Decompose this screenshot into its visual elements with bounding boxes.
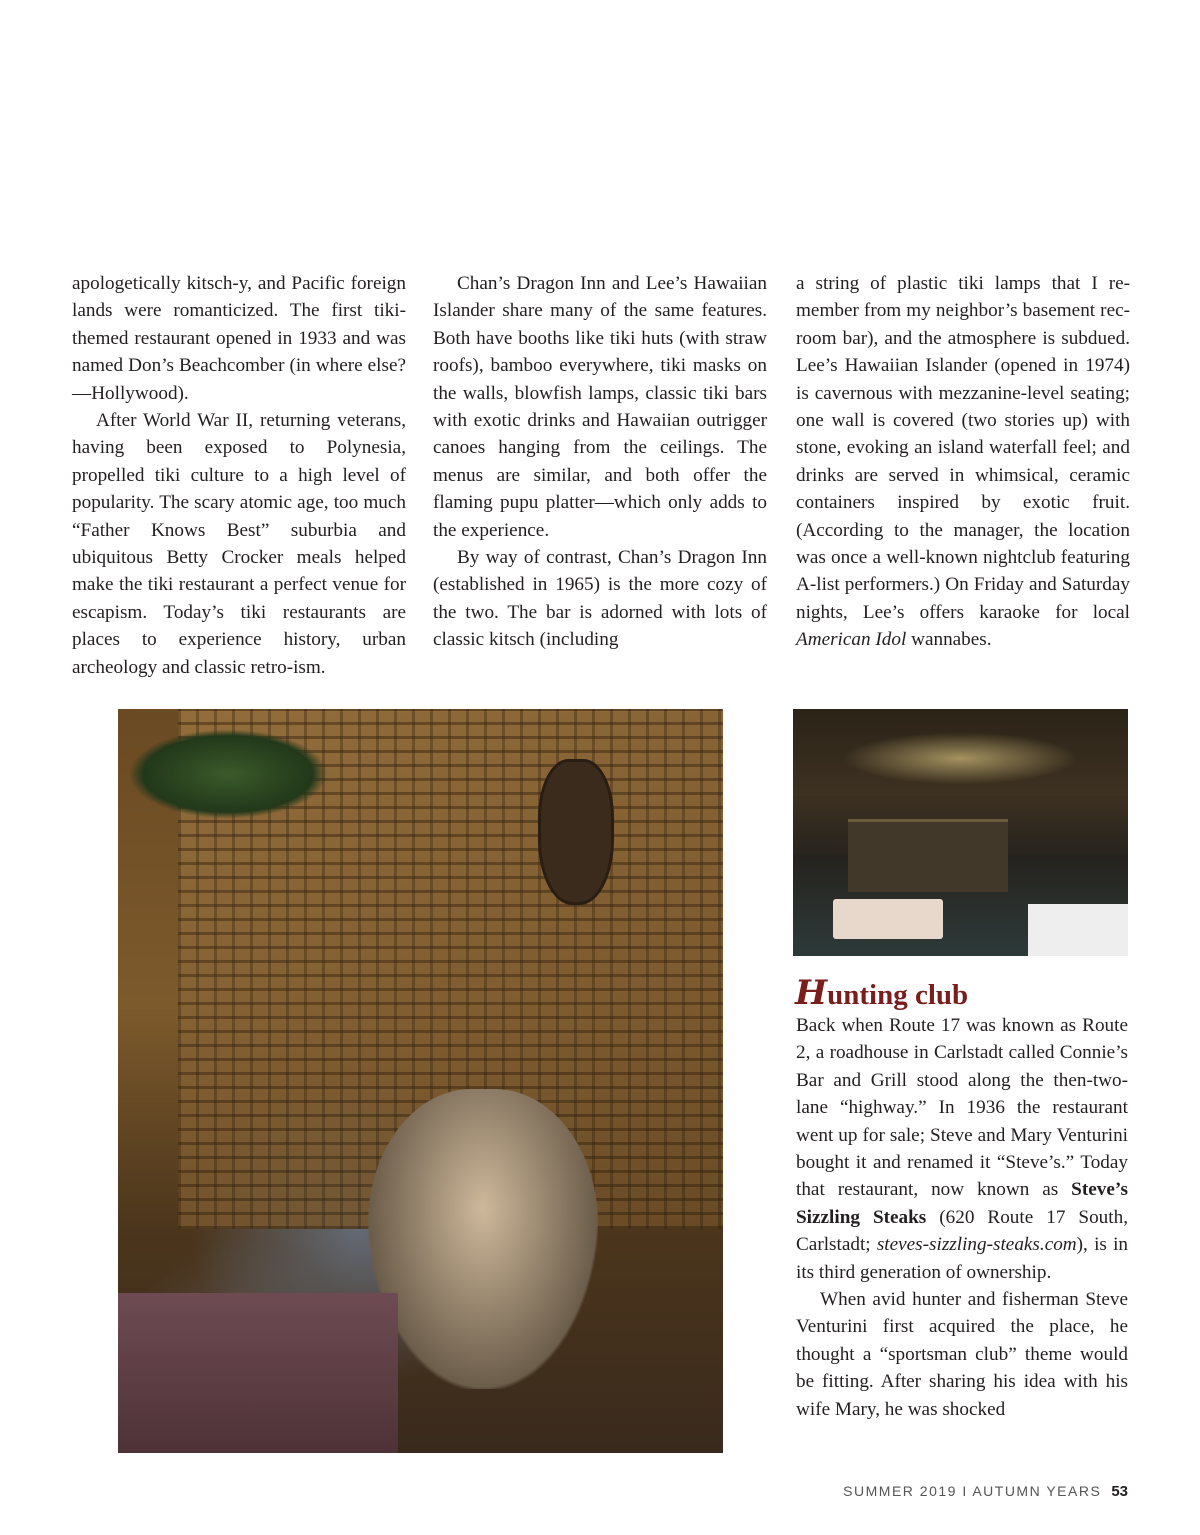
dining-table [833,899,943,939]
dining-table [1028,904,1128,956]
page-number: 53 [1111,1483,1128,1500]
restaurant-name: Steve’s Sizzling Steaks [796,1179,1128,1228]
tiki-mask [538,759,614,905]
issue-label: SUMMER 2019 I AUTUMN YEARS [843,1483,1102,1499]
paragraph-text: (620 Route 17 South, Carlstadt; [796,1206,1128,1256]
text-column-1 [72,270,406,681]
paragraph: After World War II, returning veterans, having been exposed to Polynesia, propelled tiki culture to a high level of popularity. The scary atomic age, too much “Father Knows Best” suburbia and ubiquitous Betty Crocker meals helped make the tiki restaurant a perfect venue for escapism. Today’s tiki restaurants are places to experience history, urban archeology and classic retro-ism. [72,410,406,678]
tiki-fountain-photo [118,709,723,1453]
paragraph: By way of contrast, Chan’s Dragon Inn (established in 1965) is the more cozy of the two. The bar is adorned with lots of classic kitsch (including [433,547,767,651]
page-footer [843,1483,1128,1500]
paragraph-text: ), is in its third generation of ownership. [796,1234,1128,1283]
paragraph: When avid hunter and fisherman Steve Venturini first acquired the place, he thought a “sportsman club” theme would be fitting. After sharing his idea with his wife Mary, he was shocked [796,1289,1128,1420]
palm-decoration [128,729,328,819]
paragraph: Chan’s Dragon Inn and Lee’s Hawaiian Islander share many of the same features. Both have booths like tiki huts (with straw roofs), bamboo everywhere, tiki masks on the walls, blowfish lamps, classic tiki bars with exotic drinks and Hawaiian outrigger canoes hanging from the ceilings. The menus are similar, and both offer the flaming pupu platter—which only adds to the experience. [433,273,767,541]
website: steves-sizzling-steaks.com [876,1234,1077,1256]
text-column-3 [796,270,1130,654]
carpet-floor [118,1293,398,1453]
section-heading [795,974,968,1014]
paragraph-text: a string of plastic tiki lamps that I remember from my neighbor’s basement rec-room bar), and the atmosphere is subdued. Lee’s Hawaiian Islander (opened in 1974) is cavernous with mezzanine-level seating; one wall is covered (two stories up) with stone, evoking an island waterfall feel; and drinks are served in whimsical, ceramic containers inspired by exotic fruit. (According to the manager, the location was once a well-known nightclub featuring A-list performers.) On Friday and Saturday nights, Lee’s offers karaoke for local [796,273,1130,623]
clamshell-fountain [368,1089,598,1389]
dining-booth [848,819,1008,892]
restaurant-interior-photo [793,709,1128,956]
text-column-2 [433,270,767,654]
heading-text: unting club [827,979,969,1011]
paragraph-text: Back when Route 17 was known as Route 2, a roadhouse in Carlstadt called Connie’s Bar and Grill stood along the then-two-lane “highway.” In 1936 the restaurant went up for sale; Steve and Mary Venturini bought it and renamed it “Steve’s.” Today that restaurant, now known as [796,1015,1128,1201]
heading-initial: H [795,973,828,1013]
hunting-club-text [796,1012,1128,1423]
paragraph: apologetically kitsch-y, and Pacific foreign lands were romanticized. The first tiki-themed restaurant opened in 1933 and was named Don’s Beachcomber (in where else?—Hollywood). [72,273,406,404]
paragraph [796,1012,1128,1286]
italic-title: American Idol [796,629,907,651]
paragraph-text: wannabes. [906,629,992,651]
paragraph [796,270,1130,654]
